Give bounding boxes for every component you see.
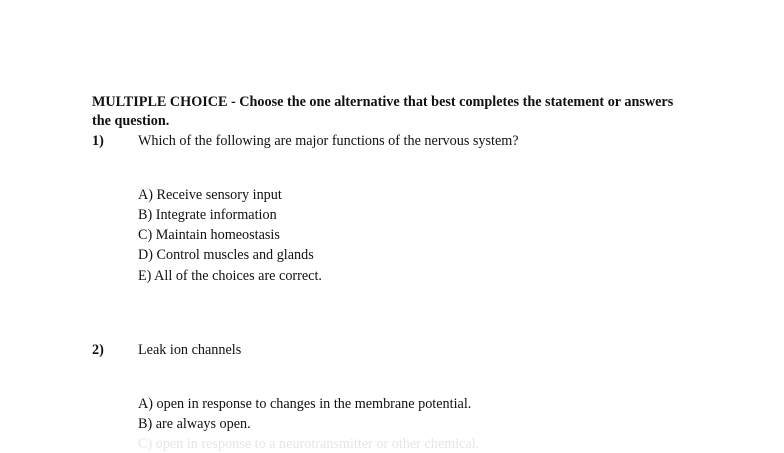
- question-2-choice-a: A) open in response to changes in the membrane potential.: [138, 396, 472, 412]
- question-2-number: 2): [92, 342, 104, 358]
- question-2-choice-b: B) are always open.: [138, 416, 251, 432]
- section-header: MULTIPLE CHOICE - Choose the one alternative that best completes the statement or answers the question.: [92, 94, 674, 129]
- question-1-choice-b: B) Integrate information: [138, 207, 277, 223]
- question-1-choice-a: A) Receive sensory input: [138, 187, 282, 203]
- question-2-text: Leak ion channels: [138, 342, 242, 358]
- question-1-choice-c: C) Maintain homeostasis: [138, 227, 280, 243]
- question-1-number: 1): [92, 133, 104, 149]
- question-1-choice-e: E) All of the choices are correct.: [138, 268, 322, 284]
- question-1-text: Which of the following are major functions of the nervous system?: [138, 133, 519, 149]
- question-2-choice-c: C) open in response to a neurotransmitter or other chemical.: [138, 436, 480, 452]
- question-1-choice-d: D) Control muscles and glands: [138, 247, 314, 263]
